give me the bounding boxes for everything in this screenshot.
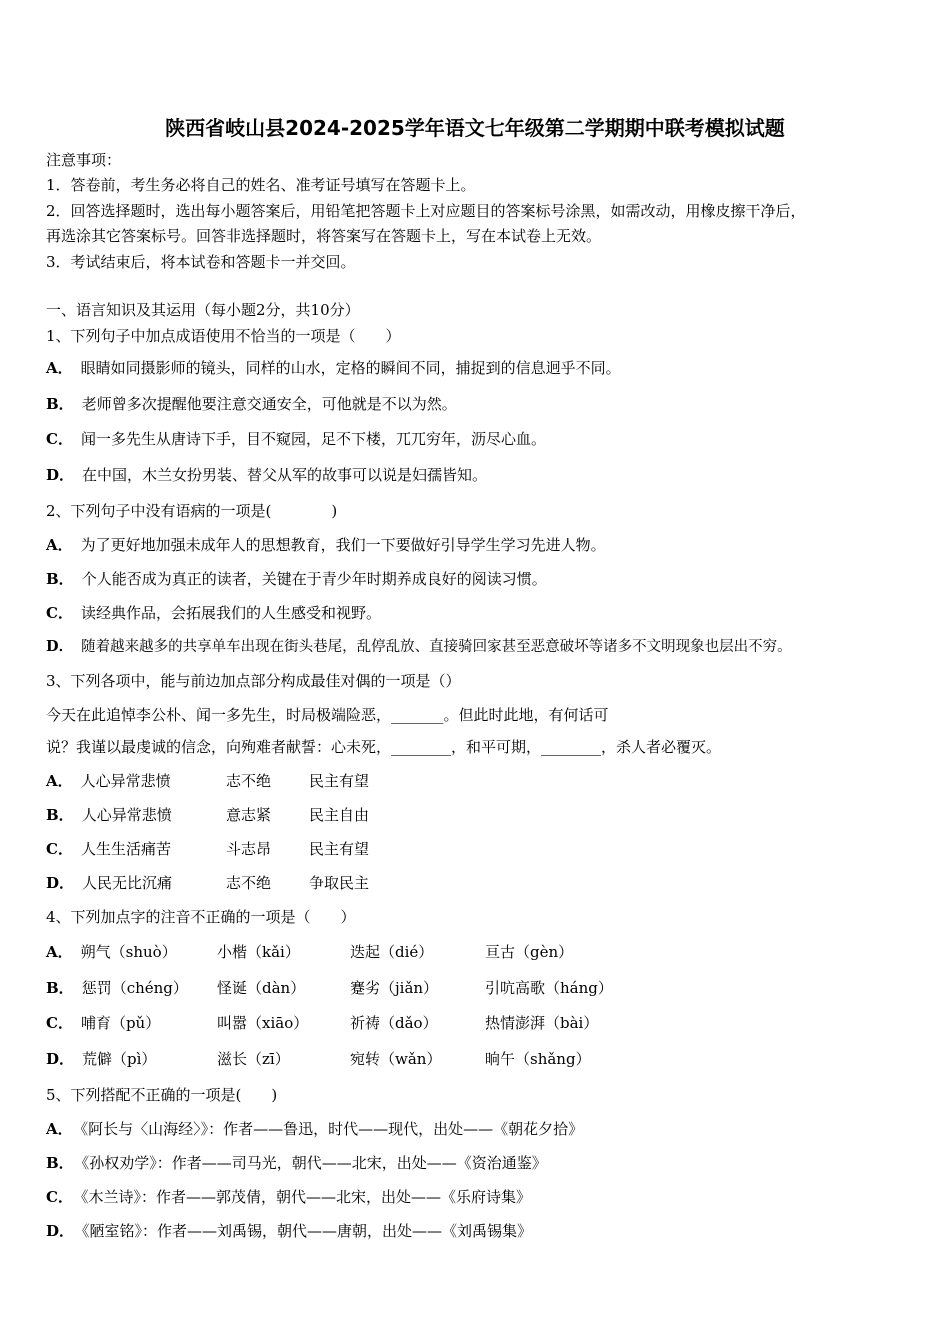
option-b — [46, 978, 906, 998]
notice-item: 1．答卷前，考生务必将自己的姓名、准考证号填写在答题卡上。 — [46, 176, 476, 194]
option-text: 宛转（wǎn） — [350, 1050, 442, 1068]
option-text: 闻一多先生从唐诗下手，目不窥园，足不下楼，兀兀穷年，沥尽心血。 — [80, 430, 546, 448]
option-label: B． — [46, 570, 74, 588]
option-text: 《孙权劝学》：作者——司马光，朝代——北宋，出处——《资治通鉴》 — [81, 1154, 547, 1172]
option-d — [46, 1221, 532, 1241]
notice-heading: 注意事项： — [46, 151, 122, 169]
option-text: 人生生活痛苦 — [80, 840, 171, 858]
question-3-passage: 今天在此追悼李公朴、闻一多先生，时局极端险恶，_______。但此时此地，有何话可 — [46, 706, 609, 724]
option-label: D． — [46, 874, 75, 892]
option-text: 《陋室铭》：作者——刘禹锡，朝代——唐朝，出处——《刘禹锡集》 — [82, 1222, 533, 1240]
option-label: C． — [46, 604, 73, 622]
option-text: 叫嚣（xiāo） — [217, 1014, 309, 1032]
option-label: A． — [46, 359, 73, 377]
option-c — [46, 1013, 906, 1033]
option-a — [46, 358, 621, 378]
option-text: 民主自由 — [309, 806, 370, 824]
option-label: B． — [46, 806, 74, 824]
option-b — [46, 569, 547, 589]
notice-item: 2．回答选择题时，选出每小题答案后，用铅笔把答题卡上对应题目的答案标号涂黑，如需改动，用橡皮擦干净后， — [46, 202, 806, 220]
option-a — [46, 942, 906, 962]
option-text: 随着越来越多的共享单车出现在街头巷尾，乱停乱放、直接骑回家甚至恶意破坏等诸多不文明现象也层出不穷。 — [81, 639, 792, 655]
option-text: 荒僻（pì） — [82, 1050, 157, 1068]
option-text: 引吭高歌（háng） — [485, 979, 613, 997]
option-text: 斗志昂 — [226, 840, 272, 858]
option-b — [46, 1153, 547, 1173]
option-d — [46, 465, 487, 485]
option-label: B． — [46, 395, 74, 413]
option-text: 人心异常悲愤 — [81, 806, 172, 824]
option-a — [46, 771, 906, 791]
option-text: 人心异常悲愤 — [80, 772, 171, 790]
option-label: D． — [46, 466, 75, 484]
option-text: 朔气（shuò） — [80, 943, 177, 961]
option-c — [46, 603, 381, 623]
option-text: 蹇劣（jiǎn） — [350, 979, 439, 997]
notice-item: 3．考试结束后，将本试卷和答题卡一并交回。 — [46, 253, 356, 271]
question-1-stem: 1、下列句子中加点成语使用不恰当的一项是（ ） — [46, 327, 401, 345]
option-text: 热情澎湃（bài） — [485, 1014, 599, 1032]
option-label: A． — [46, 772, 73, 790]
question-5-stem: 5、下列搭配不正确的一项是( ) — [46, 1086, 278, 1104]
option-a — [46, 535, 606, 555]
option-c — [46, 429, 546, 449]
option-text: 个人能否成为真正的读者，关键在于青少年时期养成良好的阅读习惯。 — [81, 570, 547, 588]
option-text: 意志紧 — [226, 806, 272, 824]
option-c — [46, 839, 906, 859]
option-a — [46, 1119, 583, 1139]
section-heading: 一、语言知识及其运用（每小题2分，共10分） — [46, 301, 360, 319]
option-text: 小楷（kǎi） — [217, 943, 300, 961]
option-text: 人民无比沉痛 — [82, 874, 173, 892]
page-title: 陕西省岐山县2024-2025学年语文七年级第二学期期中联考模拟试题 — [165, 116, 785, 140]
question-3-stem: 3、下列各项中，能与前边加点部分构成最佳对偶的一项是（） — [46, 672, 461, 690]
option-label: D． — [46, 1050, 75, 1068]
option-label: C． — [46, 840, 73, 858]
option-label: D． — [46, 638, 74, 655]
option-label: C． — [46, 430, 73, 448]
option-text: 读经典作品，会拓展我们的人生感受和视野。 — [80, 604, 381, 622]
option-text: 惩罚（chéng） — [81, 979, 188, 997]
option-d — [46, 1049, 906, 1069]
option-c — [46, 1187, 531, 1207]
option-label: C． — [46, 1188, 73, 1206]
option-text: 怪诞（dàn） — [217, 979, 306, 997]
option-d — [46, 873, 906, 893]
option-text: 志不绝 — [226, 772, 272, 790]
option-label: C． — [46, 1014, 73, 1032]
option-text: 志不绝 — [226, 874, 272, 892]
option-text: 眼睛如同摄影师的镜头，同样的山水，定格的瞬间不同，捕捉到的信息迥乎不同。 — [80, 359, 621, 377]
option-b — [46, 394, 457, 414]
option-text: 民主有望 — [309, 772, 370, 790]
question-2-stem: 2、下列句子中没有语病的一项是( ) — [46, 502, 338, 520]
option-text: 哺育（pǔ） — [80, 1014, 161, 1032]
option-label: D． — [46, 1222, 75, 1240]
option-text: 迭起（dié） — [350, 943, 434, 961]
option-text: 祈祷（dǎo） — [350, 1014, 438, 1032]
question-3-passage: 说？我谨以最虔诚的信念，向殉难者献誓：心未死，________，和平可期，________，杀人者必覆灭。 — [46, 738, 722, 756]
option-text: 为了更好地加强未成年人的思想教育，我们一下要做好引导学生学习先进人物。 — [80, 536, 606, 554]
option-text: 民主有望 — [309, 840, 370, 858]
option-label: A． — [46, 536, 73, 554]
option-label: B． — [46, 1154, 74, 1172]
question-4-stem: 4、下列加点字的注音不正确的一项是（ ） — [46, 908, 356, 926]
option-label: B． — [46, 979, 74, 997]
option-text: 《阿长与〈山海经〉》：作者——鲁迅，时代——现代，出处——《朝花夕拾》 — [80, 1120, 584, 1138]
option-text: 在中国，木兰女扮男装、替父从军的故事可以说是妇孺皆知。 — [82, 466, 488, 484]
option-label: A． — [46, 1120, 73, 1138]
option-text: 滋长（zī） — [217, 1050, 290, 1068]
option-label: A． — [46, 943, 73, 961]
notice-item: 再选涂其它答案标号。回答非选择题时，将答案写在答题卡上，写在本试卷上无效。 — [46, 227, 602, 245]
option-text: 亘古（gèn） — [485, 943, 574, 961]
option-text: 争取民主 — [309, 874, 370, 892]
option-b — [46, 805, 906, 825]
option-text: 老师曾多次提醒他要注意交通安全，可他就是不以为然。 — [81, 395, 457, 413]
option-d — [46, 637, 792, 657]
option-text: 晌午（shǎng） — [485, 1050, 591, 1068]
option-text: 《木兰诗》：作者——郭茂倩，朝代——北宋，出处——《乐府诗集》 — [80, 1188, 531, 1206]
